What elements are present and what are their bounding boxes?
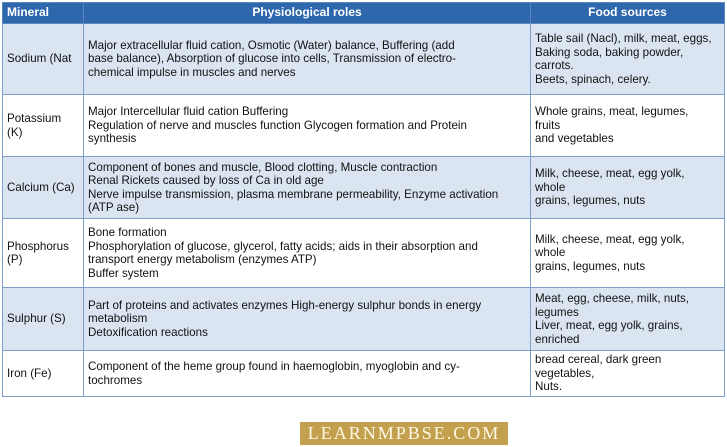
food-sources-cell-line: Beets, spinach, celery. — [535, 72, 651, 86]
roles-cell-line: Part of proteins and activates enzymes High-energy sulphur bonds in energy — [88, 298, 482, 312]
roles-cell-line: Buffer system — [88, 266, 159, 280]
food-sources-cell — [531, 95, 725, 157]
food-sources-cell-line: whole — [535, 246, 566, 260]
food-sources-cell — [531, 157, 725, 219]
roles-cell-line: synthesis — [88, 132, 137, 146]
food-sources-cell-line: vegetables, — [535, 366, 595, 380]
roles-cell-line: metabolism — [88, 312, 148, 326]
food-sources-cell — [531, 288, 725, 351]
food-sources-cell-line: enriched — [535, 332, 580, 346]
minerals-table — [2, 2, 725, 397]
food-sources-cell-line: fruits — [535, 118, 561, 132]
food-sources-cell-line: and vegetables — [535, 132, 614, 146]
roles-cell-line: (ATP ase) — [88, 201, 140, 214]
roles-cell-line: tochromes — [88, 373, 143, 387]
header-physiological-roles: Physiological roles — [84, 3, 531, 24]
header-mineral: Mineral — [3, 3, 84, 24]
mineral-cell-line: Iron (Fe) — [7, 366, 52, 380]
roles-cell-line: transport energy metabolism (enzymes ATP) — [88, 253, 317, 266]
table-row — [3, 95, 725, 157]
mineral-cell-line: Calcium (Ca) — [7, 180, 75, 194]
food-sources-cell-line: bread cereal, dark green — [535, 353, 662, 367]
mineral-cell-line: Sulphur (S) — [7, 312, 66, 326]
food-sources-cell-line: grains, legumes, nuts — [535, 194, 646, 208]
roles-cell-line: Regulation of nerve and muscles function Glycogen formation and Protein — [88, 118, 467, 132]
roles-cell-line: Renal Rickets caused by loss of Ca in old age — [88, 174, 324, 187]
roles-cell — [84, 95, 531, 157]
food-sources-cell-line: Meat, egg, cheese, milk, nuts, — [535, 292, 690, 305]
roles-cell-line: Nerve impulse transmission, plasma membrane permeability, Enzyme activation — [88, 187, 499, 201]
roles-cell — [84, 288, 531, 351]
mineral-cell — [3, 219, 84, 288]
mineral-cell-line: (P) — [7, 253, 23, 266]
roles-cell-line: Detoxification reactions — [88, 325, 208, 339]
food-sources-cell-line: Liver, meat, egg yolk, grains, — [535, 319, 683, 332]
food-sources-cell-line: Milk, cheese, meat, egg yolk, — [535, 232, 685, 246]
table-row — [3, 24, 725, 95]
watermark-logo: LEARNMPBSE.COM — [300, 422, 508, 445]
mineral-cell-line: Potassium — [7, 112, 62, 125]
mineral-cell-line: Sodium (Nat — [7, 52, 72, 66]
mineral-cell-line: Phosphorus — [7, 239, 69, 253]
mineral-cell-line: (K) — [7, 125, 23, 139]
header-food-sources: Food sources — [531, 3, 725, 24]
food-sources-cell-line: whole — [535, 180, 566, 194]
food-sources-cell-line: Milk, cheese, meat, egg yolk, — [535, 167, 685, 181]
roles-cell — [84, 219, 531, 288]
table-row — [3, 288, 725, 351]
roles-cell-line: Phosphorylation of glucose, glycerol, fatty acids; aids in their absorption and — [88, 239, 478, 253]
roles-cell-line: base balance), Absorption of glucose into cells, Transmission of electro- — [88, 52, 456, 66]
food-sources-cell-line: Nuts. — [535, 380, 563, 394]
mineral-cell — [3, 351, 84, 397]
food-sources-cell-line: Table sail (Nacl), milk, meat, eggs, — [535, 32, 712, 45]
food-sources-cell-line: grains, legumes, nuts — [535, 259, 646, 273]
table-header-row — [3, 3, 725, 24]
roles-cell-line: Major extracellular fluid cation, Osmotic (Water) balance, Buffering (add — [88, 38, 455, 52]
table-body — [3, 24, 725, 397]
table-row — [3, 351, 725, 397]
food-sources-cell-line: Whole grains, meat, legumes, — [535, 105, 689, 119]
food-sources-cell-line: Baking soda, baking powder, — [535, 45, 684, 59]
roles-cell-line: Major Intercellular fluid cation Buffering — [88, 105, 289, 119]
table-row — [3, 157, 725, 219]
mineral-cell — [3, 95, 84, 157]
roles-cell — [84, 351, 531, 397]
mineral-cell — [3, 288, 84, 351]
mineral-cell — [3, 157, 84, 219]
food-sources-cell-line: legumes — [535, 305, 579, 319]
roles-cell — [84, 157, 531, 219]
food-sources-cell — [531, 351, 725, 397]
mineral-cell — [3, 24, 84, 95]
food-sources-cell-line: carrots. — [535, 59, 574, 72]
roles-cell-line: Component of the heme group found in haemoglobin, myoglobin and cy- — [88, 360, 460, 373]
table-row — [3, 219, 725, 288]
roles-cell-line: Bone formation — [88, 226, 167, 239]
roles-cell-line: chemical impulse in muscles and nerves — [88, 65, 296, 79]
food-sources-cell — [531, 24, 725, 95]
roles-cell-line: Component of bones and muscle, Blood clotting, Muscle contraction — [88, 160, 438, 174]
roles-cell — [84, 24, 531, 95]
food-sources-cell — [531, 219, 725, 288]
